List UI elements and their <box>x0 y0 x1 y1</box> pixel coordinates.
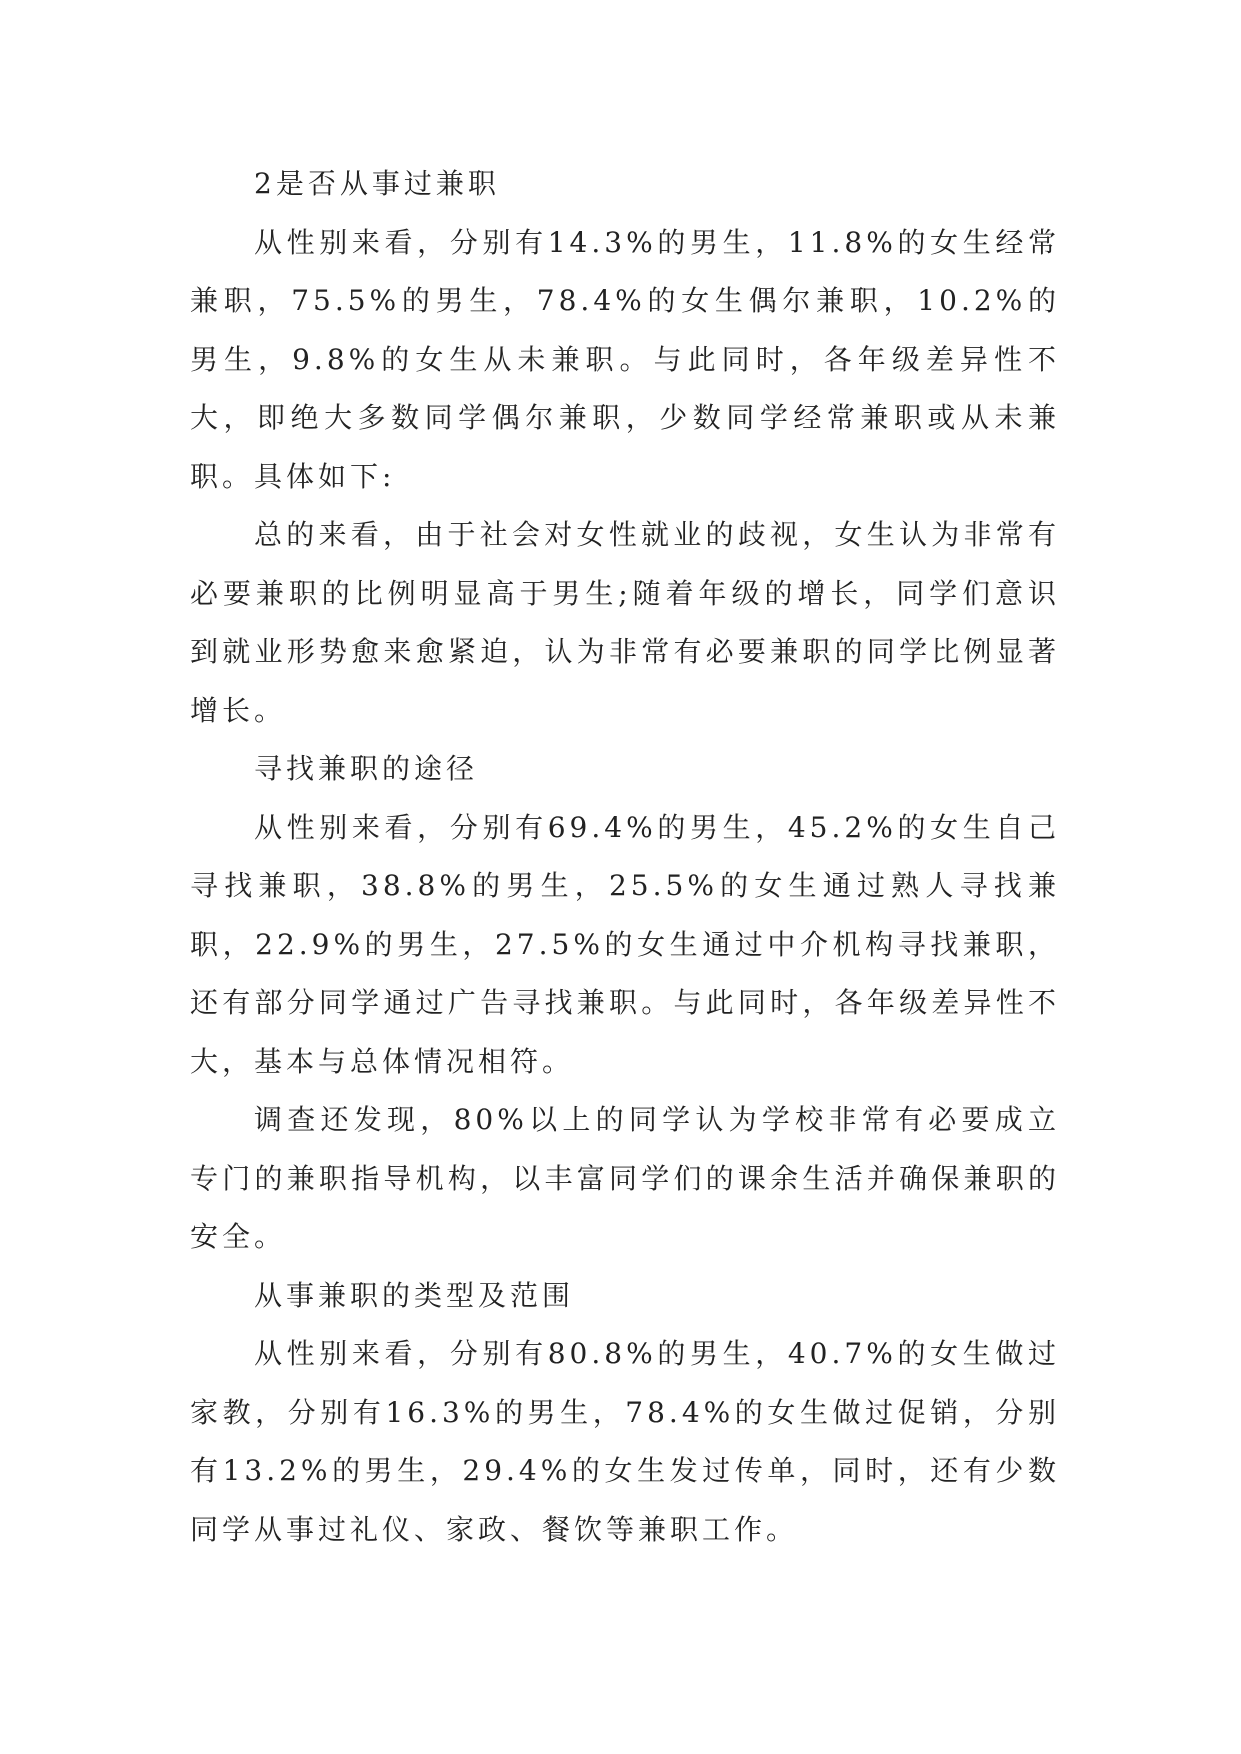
paragraph-summary-necessity: 总的来看，由于社会对女性就业的歧视，女生认为非常有必要兼职的比例明显高于男生;随着年级的增长，同学们意识到就业形势愈来愈紧迫，认为非常有必要兼职的同学比例显著增长。 <box>190 518 1060 727</box>
paragraph-job-search-channels: 从性别来看，分别有69.4%的男生，45.2%的女生自己寻找兼职，38.8%的男生，25.5%的女生通过熟人寻找兼职，22.9%的男生，27.5%的女生通过中介机构寻找兼职，还有部分同学通过广告寻找兼职。与此同时，各年级差异性不大，基本与总体情况相符。 <box>190 810 1060 1078</box>
document-body <box>190 155 1060 1559</box>
paragraph-job-types: 从性别来看，分别有80.8%的男生，40.7%的女生做过家教，分别有16.3%的男生，78.4%的女生做过促销，分别有13.2%的男生，29.4%的女生发过传单，同时，还有少数同学从事过礼仪、家政、餐饮等兼职工作。 <box>190 1337 1060 1546</box>
section-heading-part-time-experience: 2是否从事过兼职 <box>254 167 500 200</box>
paragraph-gender-frequency: 从性别来看，分别有14.3%的男生，11.8%的女生经常兼职，75.5%的男生，78.4%的女生偶尔兼职，10.2%的男生，9.8%的女生从未兼职。与此同时，各年级差异性不大，即绝大多数同学偶尔兼职，少数同学经常兼职或从未兼职。具体如下: <box>190 225 1060 493</box>
section-heading-job-types: 从事兼职的类型及范围 <box>254 1278 575 1312</box>
paragraph-guidance-institution: 调查还发现，80%以上的同学认为学校非常有必要成立专门的兼职指导机构，以丰富同学们的课余生活并确保兼职的安全。 <box>190 1103 1060 1253</box>
section-heading-job-search-channels: 寻找兼职的途径 <box>254 752 479 785</box>
